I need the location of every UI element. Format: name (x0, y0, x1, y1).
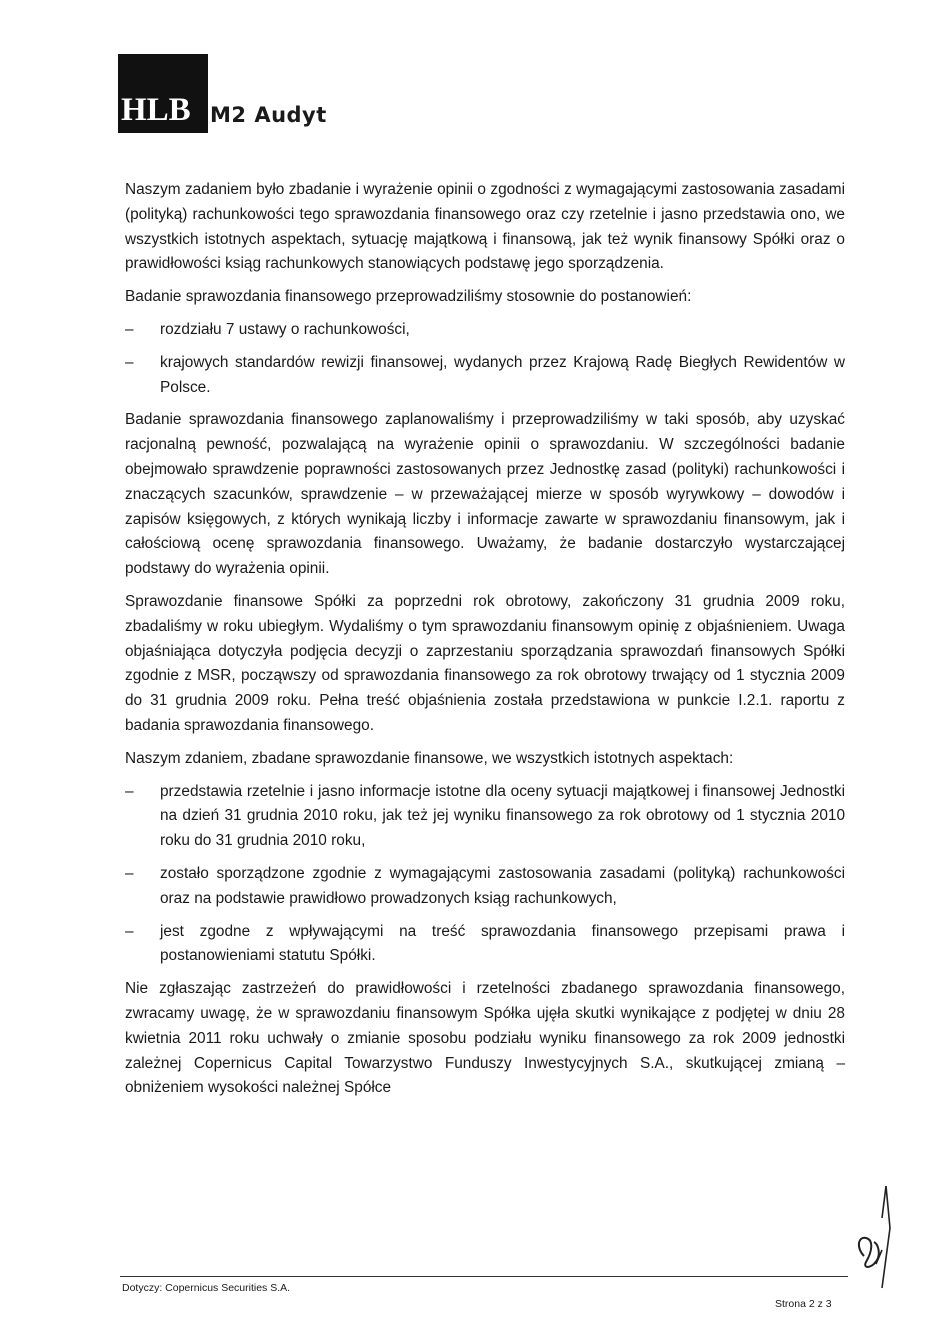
list-item: – przedstawia rzetelnie i jasno informacje istotne dla oceny sytuacji majątkowej i finansowej Jednostki na dzień 31 grudnia 2010 roku, jak też jej wyniku finansowego za rok obrotowy od 1 stycznia 2010 roku do 31 grudnia 2010 roku, (125, 782, 845, 850)
paragraph-scope: Naszym zadaniem było zbadanie i wyrażenie opinii o zgodności z wymagającymi zastosowania zasadami (polityką) rachunkowości tego sprawozdania finansowego oraz czy rzetelnie i jasno przedstawia ono, we wszystkich istotnych aspektach, sytuację majątkową i finansową, jak też wynik finansowy Spółki oraz o prawidłowości ksiąg rachunkowych stanowiących podstawę jego sporządzenia. (125, 181, 845, 273)
footer-divider (120, 1276, 848, 1277)
list-item: – jest zgodne z wpływającymi na treść sprawozdania finansowego przepisami prawa i postanowieniami statutu Spółki. (125, 922, 845, 965)
paragraph-audit-approach: Badanie sprawozdania finansowego zaplanowaliśmy i przeprowadziliśmy w taki sposób, aby uzyskać racjonalną pewność, pozwalającą na wyrażenie opinii o sprawozdaniu. W szczególności badanie obejmowało sprawdzenie poprawności zastosowanych przez Jednostkę zasad (polityki) rachunkowości i znaczących szacunków, sprawdzenie – w przeważającej mierze w sposób wyrywkowy – dowodów i zapisów księgowych, z których wynikają liczby i informacje zawarte w sprawozdaniu finansowym, jak i całościową ocenę sprawozdania finansowego. Uważamy, że badanie dostarczyło wystarczającej podstawy do wyrażenia opinii. (125, 411, 845, 578)
opinion-list (125, 780, 845, 970)
list-item: – krajowych standardów rewizji finansowej, wydanych przez Krajową Radę Biegłych Rewidentów w Polsce. (125, 353, 845, 396)
paragraph-prior-year: Sprawozdanie finansowe Spółki za poprzedni rok obrotowy, zakończony 31 grudnia 2009 roku, zbadaliśmy w roku ubiegłym. Wydaliśmy o tym sprawozdaniu finansowym opinię z objaśnieniem. Uwaga objaśniająca dotyczyła podjęcia decyzji o zaprzestaniu sporządzania sprawozdań finansowych Spółki zgodnie z MSR, począwszy od sprawozdania finansowego za rok obrotowy trwający od 1 stycznia 2009 do 31 grudnia 2009 roku. Pełna treść objaśnienia została przedstawiona w punkcie I.2.1. raportu z badania sprawozdania finansowego. (125, 592, 845, 734)
list-item: – zostało sporządzone zgodnie z wymagającymi zastosowania zasadami (polityką) rachunkowości oraz na podstawie prawidłowo prowadzonych ksiąg rachunkowych, (125, 864, 845, 907)
paragraph-emphasis: Nie zgłaszając zastrzeżeń do prawidłowości i rzetelności zbadanego sprawozdania finansowego, zwracamy uwagę, że w sprawozdaniu finansowym Spółka ujęła skutki wynikające z podjętej w dniu 28 kwietnia 2011 roku uchwały o zmianie sposobu podziału wyniku finansowego za rok 2009 jednostki zależnej Copernicus Capital Towarzystwo Funduszy Inwestycyjnych S.A., skutkującej zmianą – obniżeniem wysokości należnej Spółce (125, 980, 845, 1097)
basis-list (125, 318, 845, 400)
logo-mark-text: HLB (121, 92, 191, 128)
document-body (125, 178, 845, 1109)
footer-subject: Dotyczy: Copernicus Securities S.A. (122, 1282, 291, 1294)
signature-initials (852, 1178, 902, 1318)
page-number: Strona 2 z 3 (775, 1298, 832, 1310)
paragraph-opinion-intro: Naszym zdaniem, zbadane sprawozdanie finansowe, we wszystkich istotnych aspektach: (125, 749, 734, 767)
paragraph-basis-intro: Badanie sprawozdania finansowego przeprowadziliśmy stosownie do postanowień: (125, 288, 692, 306)
list-item: – rozdziału 7 ustawy o rachunkowości, (125, 320, 410, 338)
logo-company-name: M2 Audyt (210, 103, 327, 127)
